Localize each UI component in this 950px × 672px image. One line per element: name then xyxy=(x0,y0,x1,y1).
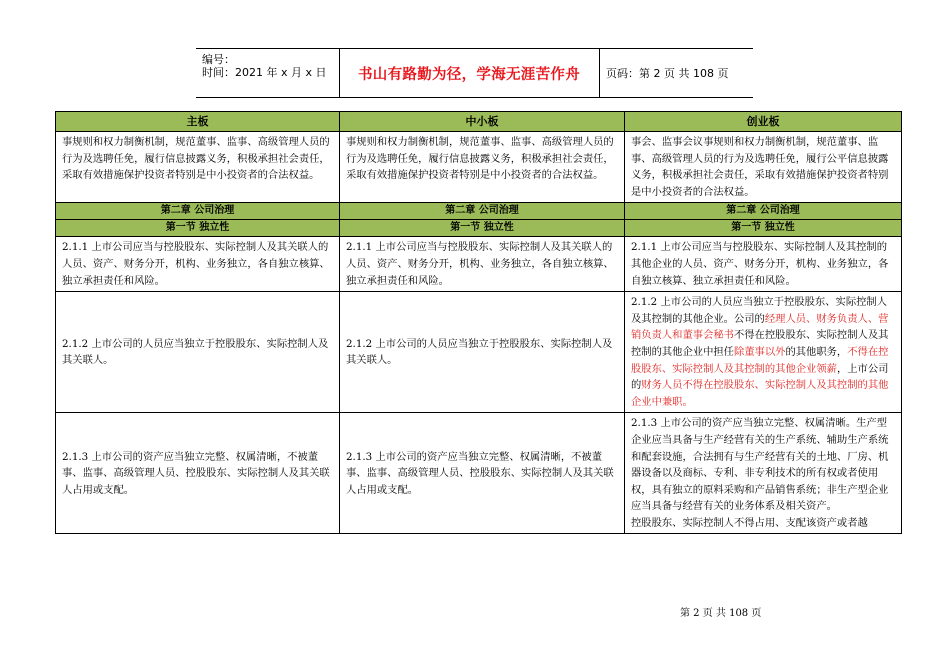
section-heading: 第一节 独立性 xyxy=(56,220,340,237)
column-header-main-board: 主板 xyxy=(56,112,340,132)
gem-2-1-2-text: ，上市公司的 xyxy=(631,362,889,392)
header-page-cell xyxy=(600,49,753,97)
section-heading: 第一节 独立性 xyxy=(625,220,902,237)
chapter-heading: 第二章 公司治理 xyxy=(625,203,902,220)
serial-label: 编号： xyxy=(202,53,235,66)
gem-2-1-2-text: 的其他职务， xyxy=(785,345,848,358)
cell-gem-2-1-3 xyxy=(625,413,902,534)
chapter-heading: 第二章 公司治理 xyxy=(340,203,625,220)
cell-main-continued: 事规则和权力制衡机制，规范董事、监事、高级管理人员的行为及选聘任免，履行信息披露义务，积极承担社会责任，采取有效措施保护投资者特别是中小投资者的合法权益。 xyxy=(56,132,340,203)
gem-2-1-2-highlight: 经理人员、财务负责人、营销负责人和董事会秘书 xyxy=(631,312,889,342)
gem-2-1-2-text: 不得在控股股东、实际控制人及其控制的其他企业中担任 xyxy=(631,329,889,358)
cell-sme-2-1-3: 2.1.3 上市公司的资产应当独立完整、权属清晰，不被董事、监事、高级管理人员、控股股东、实际控制人及其关联人占用或支配。 xyxy=(340,413,625,534)
cell-gem-continued: 事会、监事会议事规则和权力制衡机制，规范董事、监事、高级管理人员的行为及选聘任免，履行公平信息披露义务，积极承担社会责任，采取有效措施保护投资者特别是中小投资者的合法权益。 xyxy=(625,132,902,203)
table-row xyxy=(56,413,902,534)
cell-main-2-1-1: 2.1.1 上市公司应当与控股股东、实际控制人及其关联人的人员、资产、财务分开，机构、业务独立，各自独立核算、独立承担责任和风险。 xyxy=(56,237,340,292)
gem-2-1-2-text: 2.1.2 上市公司的人员应当独立于控股股东、实际控制人及其控制的其他企业。公司的 xyxy=(631,296,888,325)
cell-sme-2-1-1: 2.1.1 上市公司应当与控股股东、实际控制人及其关联人的人员、资产、财务分开，机构、业务独立，各自独立核算、独立承担责任和风险。 xyxy=(340,237,625,292)
table-header-row xyxy=(56,112,902,132)
comparison-table xyxy=(55,111,902,534)
section-heading: 第一节 独立性 xyxy=(340,220,625,237)
section-row xyxy=(56,220,902,237)
header-motto-cell xyxy=(339,49,600,97)
column-header-gem-board: 创业板 xyxy=(625,112,902,132)
time-label: 时间：2021 年 x 月 x 日 xyxy=(202,66,327,79)
cell-main-2-1-3: 2.1.3 上市公司的资产应当独立完整、权属清晰，不被董事、监事、高级管理人员、控股股东、实际控制人及其关联人占用或支配。 xyxy=(56,413,340,534)
gem-2-1-2-highlight: 除董事以外 xyxy=(733,345,786,358)
chapter-row xyxy=(56,203,902,220)
column-header-sme-board: 中小板 xyxy=(340,112,625,132)
table-row xyxy=(56,132,902,203)
page-number-label: 页码：第 2 页 共 108 页 xyxy=(606,67,729,80)
cell-gem-2-1-2 xyxy=(625,292,902,413)
page-footer: 第 2 页 共 108 页 xyxy=(680,608,762,619)
cell-sme-continued: 事规则和权力制衡机制，规范董事、监事、高级管理人员的行为及选聘任免，履行信息披露义务，积极承担社会责任，采取有效措施保护投资者特别是中小投资者的合法权益。 xyxy=(340,132,625,203)
gem-2-1-3-tail: 控股股东、实际控制人不得占用、支配该资产或者越 xyxy=(631,516,868,529)
document-header xyxy=(196,48,753,98)
cell-main-2-1-2: 2.1.2 上市公司的人员应当独立于控股股东、实际控制人及其关联人。 xyxy=(56,292,340,413)
cell-sme-2-1-2: 2.1.2 上市公司的人员应当独立于控股股东、实际控制人及其关联人。 xyxy=(340,292,625,413)
table-row xyxy=(56,292,902,413)
gem-2-1-3-text: 2.1.3 上市公司的资产应当独立完整、权属清晰。生产型企业应当具备与生产经营有关的生产系统、辅助生产系统和配套设施，合法拥有与生产经营有关的土地、厂房、机器设备以及商标、专利、非专利技术的所有权或者使用权，具有独立的原料采购和产品销售系统；非生产型企业应当具备与经营有关的业务体系及相关资产。 xyxy=(631,417,889,513)
header-meta xyxy=(196,49,340,97)
gem-2-1-2-highlight: 不得在控股股东、实际控制人及其控制的其他企业领薪 xyxy=(631,345,889,375)
chapter-heading: 第二章 公司治理 xyxy=(56,203,340,220)
gem-2-1-2-highlight: 财务人员不得在控股股东、实际控制人及其控制的其他企业中兼职。 xyxy=(631,379,889,408)
table-row xyxy=(56,237,902,292)
cell-gem-2-1-1: 2.1.1 上市公司应当与控股股东、实际控制人及其控制的其他企业的人员、资产、财务分开，机构、业务独立，各自独立核算、独立承担责任和风险。 xyxy=(625,237,902,292)
motto: 书山有路勤为径，学海无涯苦作舟 xyxy=(358,65,580,83)
